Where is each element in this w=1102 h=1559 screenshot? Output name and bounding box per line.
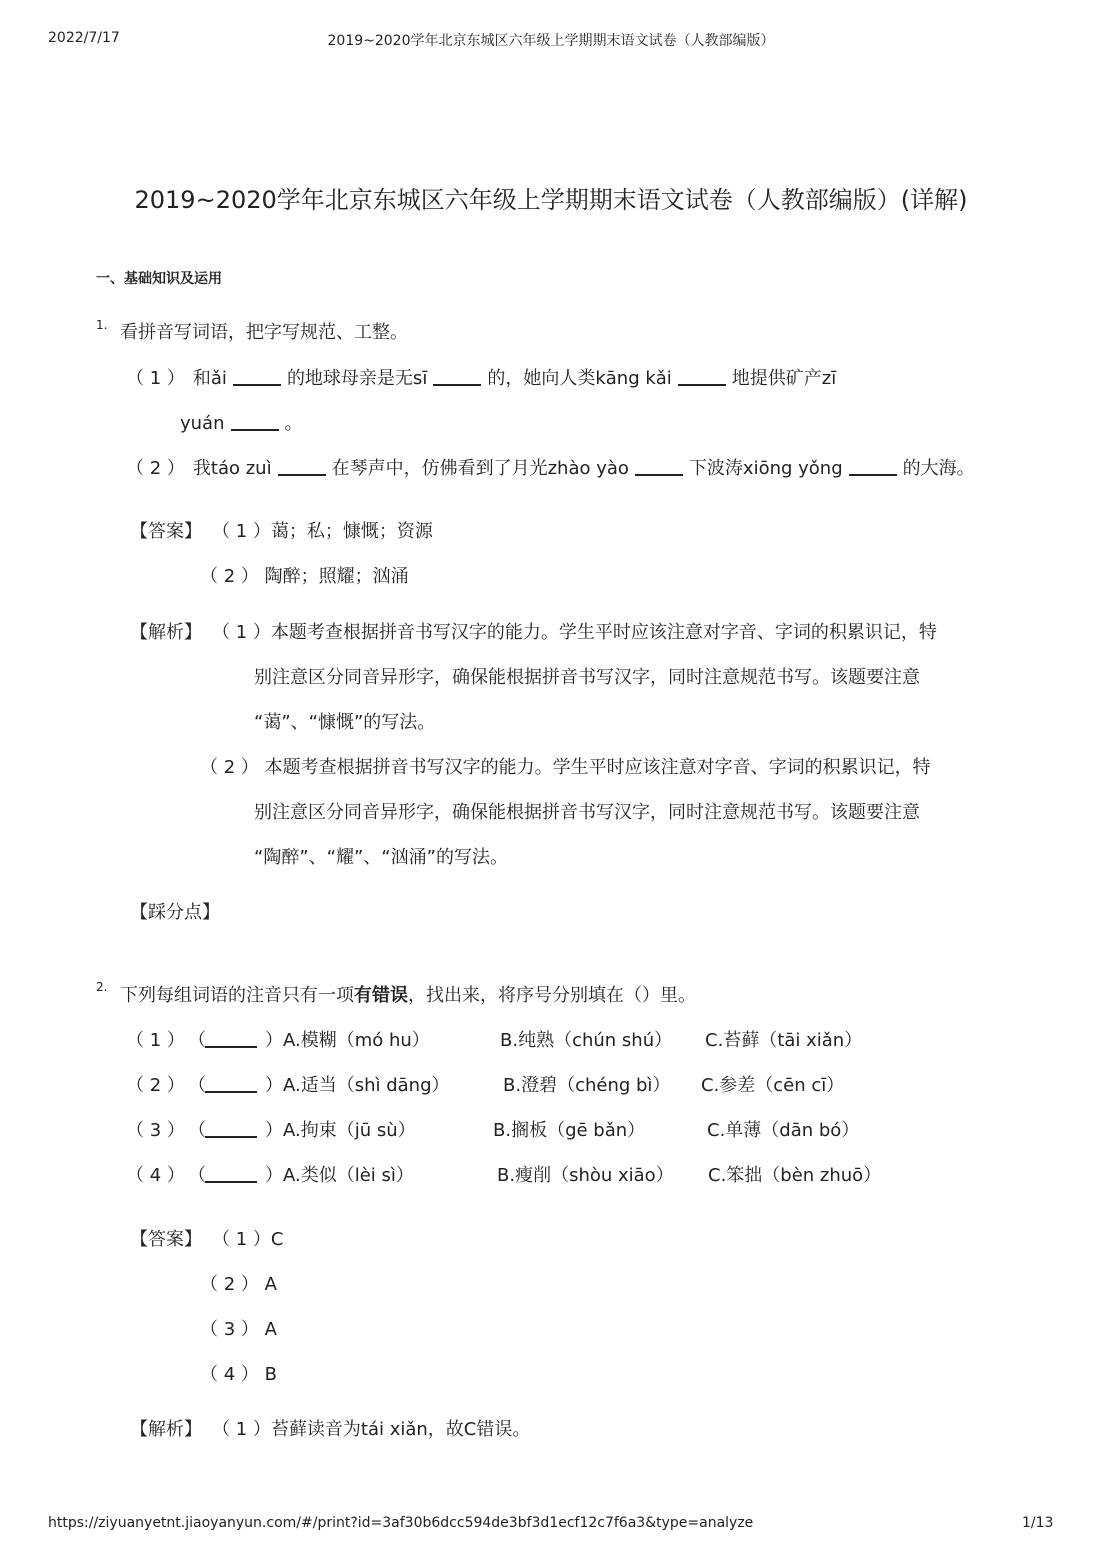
q1-part1-text-a: 和ǎi — [192, 368, 227, 389]
q2-row-1-option-b: B.纯熟（chún shú） — [500, 1030, 673, 1051]
q1-part2-text-c: 下波涛xiōng yǒng — [688, 458, 843, 479]
q2-stem-text-a: 下列每组词语的注音只有一项 — [120, 985, 354, 1006]
q2-answer-3: （ 3 ） A — [200, 1319, 277, 1340]
q1-part2-label: （ 2 ） — [126, 458, 185, 479]
q2-stem-emphasis: 有错误 — [354, 985, 408, 1006]
q1-part1-text-d: 地提供矿产zī — [731, 368, 837, 389]
q2-row-1-open: （ — [188, 1030, 206, 1051]
q2-row-3-option-c: C.单薄（dān bó） — [707, 1120, 860, 1141]
q2-row-3-option-b: B.搁板（gē bǎn） — [493, 1120, 646, 1141]
answer-blank[interactable] — [278, 456, 326, 476]
q2-row-4-option-b: B.瘦削（shòu xiāo） — [497, 1165, 674, 1186]
print-url[interactable]: https://ziyuanyetnt.jiaoyanyun.com/#/print?id=3af30b6dcc594de3bf3d1ecf12c7f6a3&type=analyze — [48, 1515, 754, 1531]
q2-row-4-open: （ — [188, 1165, 206, 1186]
question-2-stem — [120, 981, 696, 1007]
answer-blank[interactable] — [849, 456, 897, 476]
answer-blank[interactable] — [205, 1071, 257, 1093]
answer-blank[interactable] — [233, 366, 281, 386]
q1-explanation-1-line1: （ 1 ）本题考查根据拼音书写汉字的能力。学生平时应该注意对字音、字词的积累识记，特 — [212, 622, 937, 643]
q2-row-2-option-c: C.参差（cēn cī） — [701, 1075, 845, 1096]
q1-part1-text-e: yuán — [180, 413, 225, 434]
question-1-number: 1. — [96, 318, 108, 332]
q1-part2-text-a: 我táo zuì — [192, 458, 272, 479]
answer-blank[interactable] — [205, 1116, 257, 1138]
q2-answer-label: 【答案】 — [130, 1229, 202, 1250]
print-doc-title: 2019~2020学年北京东城区六年级上学期期末语文试卷（人教部编版） — [327, 33, 775, 49]
q1-part2-line — [126, 454, 975, 480]
q2-row-2-open: （ — [188, 1075, 206, 1096]
q1-part1-label: （ 1 ） — [126, 368, 185, 389]
q1-explanation-2-line3: “陶醉”、“耀”、“汹涌”的写法。 — [254, 847, 508, 868]
q2-stem-text-b: ，找出来，将序号分别填在（）里。 — [408, 985, 696, 1006]
q2-row-1-label: （ 1 ） — [126, 1030, 185, 1051]
section-heading: 一、基础知识及运用 — [96, 271, 222, 287]
answer-blank[interactable] — [678, 366, 726, 386]
q1-part2-text-d: 的大海。 — [902, 458, 975, 479]
q2-row-4-label: （ 4 ） — [126, 1165, 185, 1186]
q2-explanation-1: （ 1 ）苔藓读音为tái xiǎn，故C错误。 — [212, 1419, 531, 1440]
answer-blank[interactable] — [205, 1161, 257, 1183]
q2-row-2-option-a: ）A.适当（shì dāng） — [265, 1075, 450, 1096]
page-number: 1/13 — [1022, 1515, 1054, 1531]
q2-row-2-option-b: B.澄碧（chéng bì） — [503, 1075, 671, 1096]
q1-explanation-1-line2: 别注意区分同音异形字，确保能根据拼音书写汉字，同时注意规范书写。该题要注意 — [254, 667, 920, 688]
q2-answer-2: （ 2 ） A — [200, 1274, 277, 1295]
q2-row-2-label: （ 2 ） — [126, 1075, 185, 1096]
page-title: 2019~2020学年北京东城区六年级上学期期末语文试卷（人教部编版）(详解) — [134, 186, 968, 214]
q2-row-4-option-c: C.笨拙（bèn zhuō） — [708, 1165, 882, 1186]
answer-blank[interactable] — [635, 456, 683, 476]
q2-answer-1: （ 1 ）C — [212, 1229, 284, 1250]
q1-explanation-2-line1: （ 2 ） 本题考查根据拼音书写汉字的能力。学生平时应该注意对字音、字词的积累识记，特 — [200, 757, 931, 778]
answer-blank[interactable] — [231, 411, 279, 431]
q2-row-3-option-a: ）A.拘束（jū sù） — [265, 1120, 416, 1141]
q2-explanation-label: 【解析】 — [130, 1419, 202, 1440]
q1-part1-line1 — [126, 364, 836, 390]
q1-points-label: 【踩分点】 — [130, 902, 220, 923]
q1-explanation-1-line3: “蔼”、“慷慨”的写法。 — [254, 712, 436, 733]
q1-part1-text-b: 的地球母亲是无sī — [286, 368, 428, 389]
q2-row-3-open: （ — [188, 1120, 206, 1141]
question-2-number: 2. — [96, 980, 108, 994]
q2-row-1-option-c: C.苔藓（tāi xiǎn） — [705, 1030, 863, 1051]
q1-explanation-2-line2: 别注意区分同音异形字，确保能根据拼音书写汉字，同时注意规范书写。该题要注意 — [254, 802, 920, 823]
q1-answer-1: （ 1 ）蔼；私；慷慨；资源 — [212, 521, 433, 542]
q1-part1-text-f: 。 — [284, 413, 303, 434]
q1-explanation-label: 【解析】 — [130, 622, 202, 643]
q2-row-3-label: （ 3 ） — [126, 1120, 185, 1141]
q2-row-4-option-a: ）A.类似（lèi sì） — [265, 1165, 414, 1186]
question-1-stem: 看拼音写词语，把字写规范、工整。 — [120, 322, 408, 343]
q1-part1-text-c: 的，她向人类kāng kǎi — [487, 368, 672, 389]
q1-part1-line2 — [180, 409, 303, 435]
q1-answer-label: 【答案】 — [130, 521, 202, 542]
q1-answer-2: （ 2 ） 陶醉；照耀；汹涌 — [200, 566, 409, 587]
print-date: 2022/7/17 — [48, 30, 120, 46]
answer-blank[interactable] — [205, 1026, 257, 1048]
q2-answer-4: （ 4 ） B — [200, 1364, 277, 1385]
q2-row-1-option-a: ）A.模糊（mó hu） — [265, 1030, 430, 1051]
answer-blank[interactable] — [433, 366, 481, 386]
q1-part2-text-b: 在琴声中，仿佛看到了月光zhào yào — [331, 458, 629, 479]
